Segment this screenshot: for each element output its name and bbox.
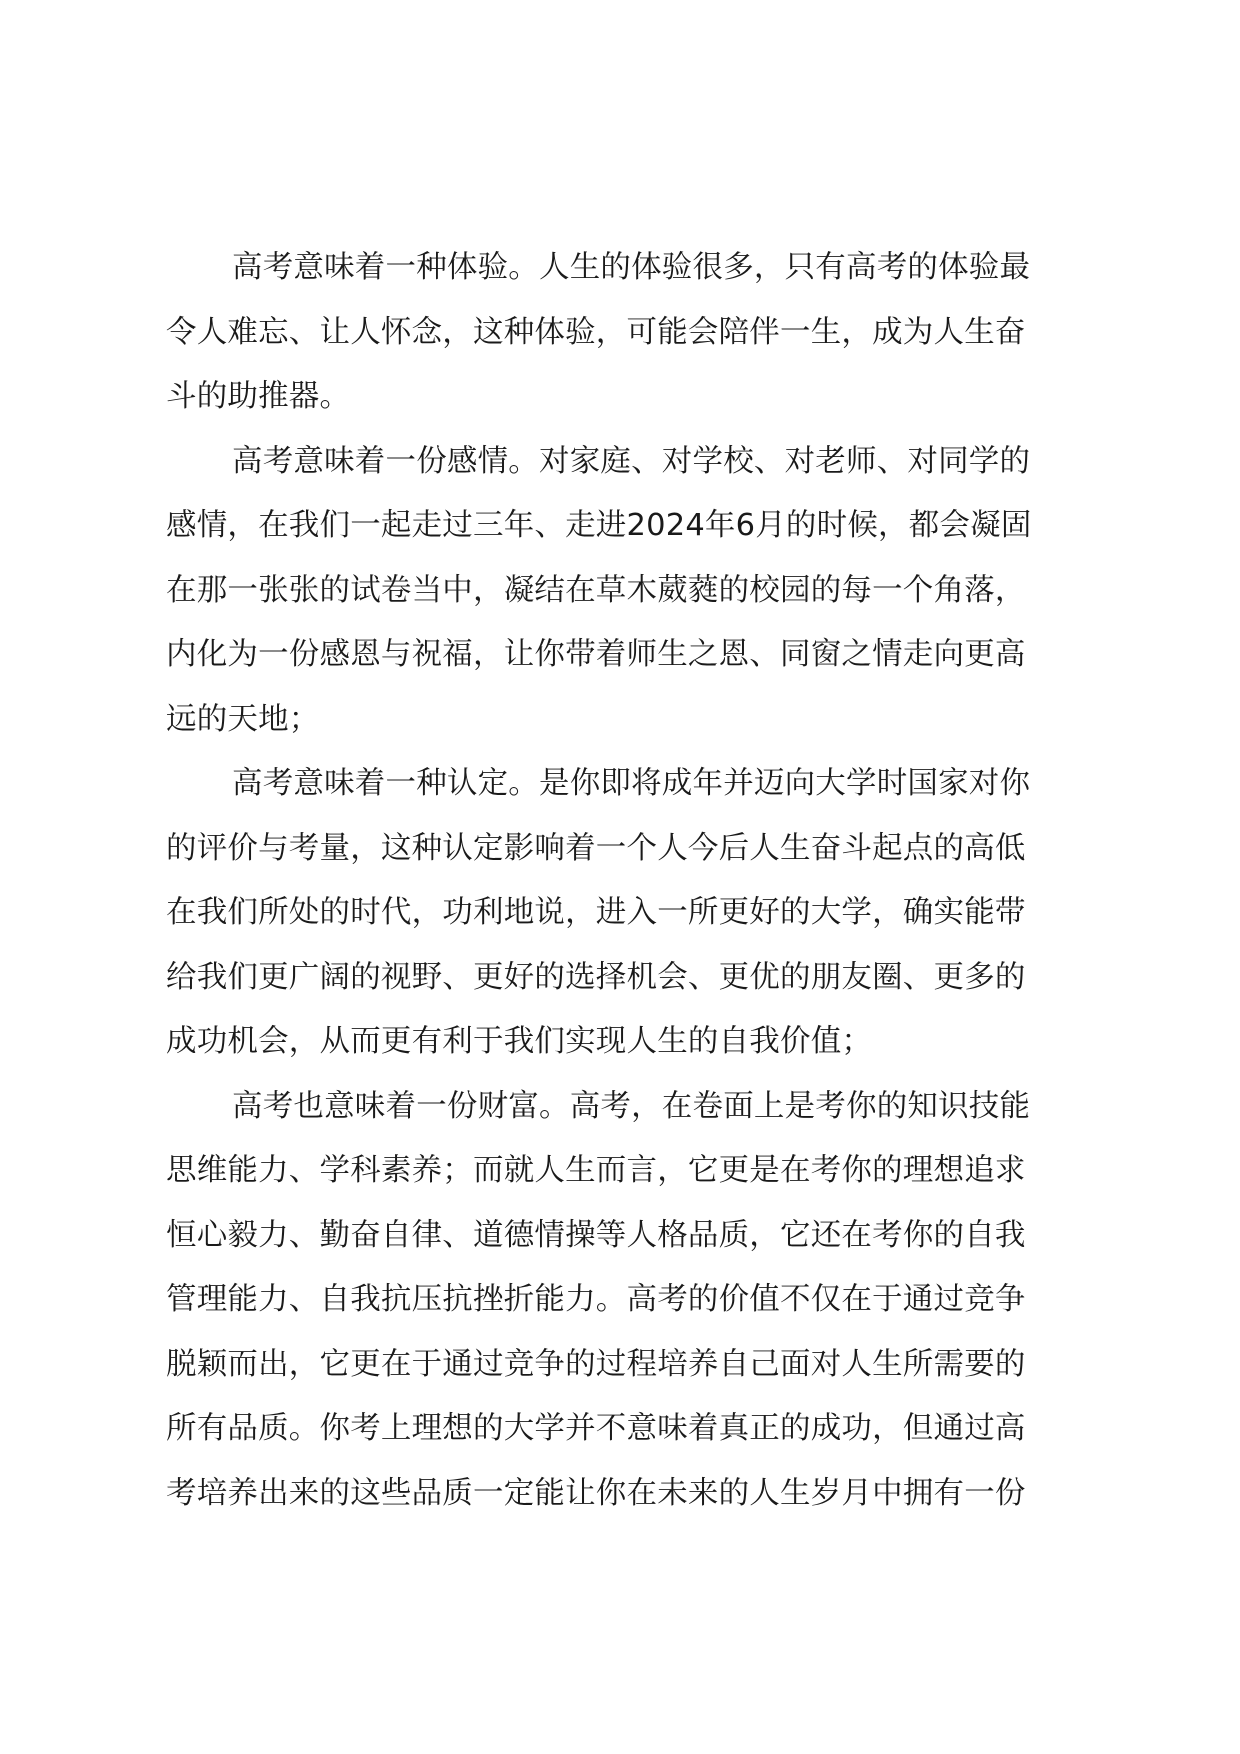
text-line: 的评价与考量，这种认定影响着一个人今后人生奋斗起点的高低 [166, 830, 1026, 866]
text-line: 思维能力、学科素养；而就人生而言，它更是在考你的理想追求 [166, 1153, 1026, 1188]
text-line: 远的天地； [166, 701, 320, 737]
document-body [166, 236, 1094, 1526]
text-line: 所有品质。你考上理想的大学并不意味着真正的成功，但通过高 [166, 1411, 1026, 1446]
text-line: 管理能力、自我抗压抗挫折能力。高考的价值不仅在于通过竞争 [166, 1282, 1026, 1317]
text-line: 斗的助推器。 [166, 379, 351, 414]
text-line: 成功机会，从而更有利于我们实现人生的自我价值； [166, 1024, 873, 1059]
text-line: 高考意味着一种认定。是你即将成年并迈向大学时国家对你 [232, 766, 1031, 801]
text-line: 高考也意味着一份财富。高考，在卷面上是考你的知识技能 [232, 1088, 1031, 1124]
text-line: 内化为一份感恩与祝福，让你带着师生之恩、同窗之情走向更高 [166, 637, 1026, 672]
text-line: 脱颖而出，它更在于通过竞争的过程培养自己面对人生所需要的 [166, 1346, 1026, 1382]
text-line: 高考意味着一份感情。对家庭、对学校、对老师、对同学的 [232, 443, 1031, 479]
text-line: 考培养出来的这些品质一定能让你在未来的人生岁月中拥有一份 [166, 1475, 1026, 1511]
text-line: 令人难忘、让人怀念，这种体验，可能会陪伴一生，成为人生奋 [166, 314, 1026, 350]
text-line: 在我们所处的时代，功利地说，进入一所更好的大学，确实能带 [166, 895, 1026, 930]
text-line: 在那一张张的试卷当中，凝结在草木葳蕤的校园的每一个角落， [166, 572, 1026, 608]
text-line: 高考意味着一种体验。人生的体验很多，只有高考的体验最 [232, 250, 1031, 285]
text-line: 感情，在我们一起走过三年、走进2024年6月的时候，都会凝固 [166, 508, 1032, 543]
text-line: 给我们更广阔的视野、更好的选择机会、更优的朋友圈、更多的 [166, 959, 1026, 995]
text-line: 恒心毅力、勤奋自律、道德情操等人格品质，它还在考你的自我 [166, 1217, 1026, 1253]
